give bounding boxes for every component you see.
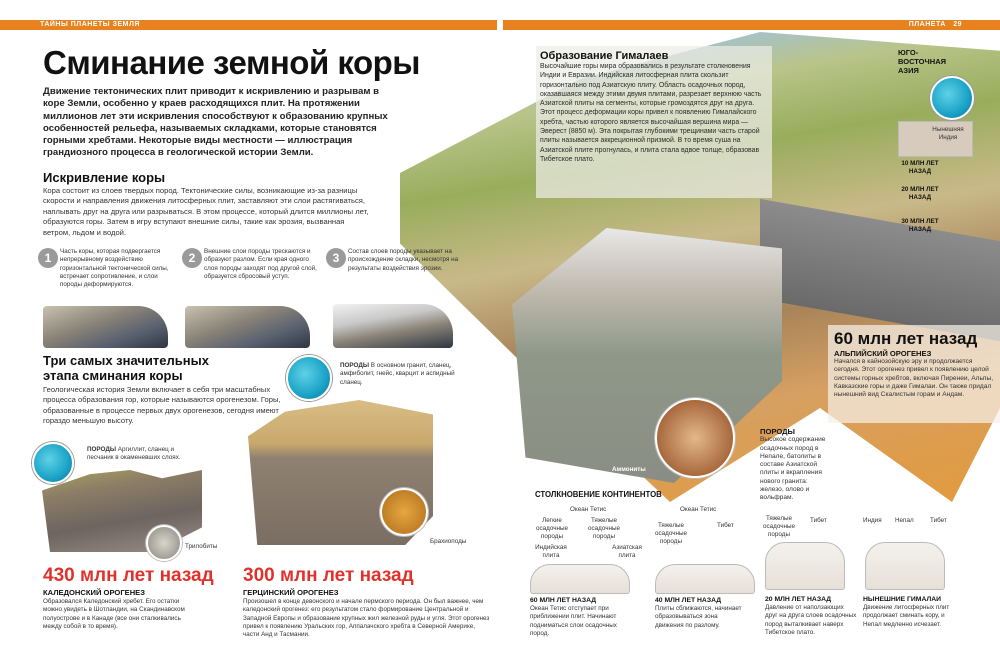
ammonite-label: Аммониты <box>612 466 646 473</box>
rocks-text: В основном гранит, сланец, амфиболит, гнейс, кварцит и аспидный сланец. <box>340 362 455 386</box>
hercynian-text: Произошел в конце девонского и начале пермского периода. Он был важнее, чем каледонский орогенез: его результатом стало формирование Центральной и Западной Европы и образование крупных жил железной руды и угля. Этот орогенез привел к появлению Уральских гор, Аппалачского хребта в Северной Америке, части Анд и Тасмании. <box>243 598 490 639</box>
alpine-era: 60 млн лет назад <box>834 329 978 348</box>
heading-line: Три самых значительных <box>43 353 209 368</box>
collision-stage-3 <box>765 515 865 645</box>
t30-label: 30 МЛН ЛЕТ НАЗАД <box>901 218 939 233</box>
stage-text: Движение литосферных плит продолжает сминать кору, и Непал медленно исчезает. <box>863 604 950 628</box>
page-title: Сминание земной коры <box>43 44 420 81</box>
t20-label: 20 МЛН ЛЕТ НАЗАД <box>901 186 939 201</box>
globe-europe-icon <box>32 442 74 484</box>
step-number: 3 <box>326 248 346 268</box>
header-bar-right <box>503 20 1000 30</box>
heading-line: этапа сминания коры <box>43 368 183 383</box>
hercynian-name: ГЕРЦИНСКИЙ ОРОГЕНЕЗ <box>243 588 339 597</box>
himalaya-panel <box>536 46 772 198</box>
step-text: Состав слоев породы указывает на происхождение складки, несмотря на результаты воздействия эрозии. <box>348 248 459 272</box>
stage-text: Плиты сближаются, начинает образовываться зона движения по разлому. <box>655 605 742 629</box>
stage-title: НЫНЕШНИЕ ГИМАЛАИ <box>863 596 942 603</box>
diagram-label: Индийская плита <box>535 544 567 559</box>
globe-asia-icon <box>930 76 974 120</box>
fold-illustration-2 <box>185 306 310 348</box>
page-number: 29 <box>953 21 962 28</box>
diagram-label: Океан Тетис <box>680 506 717 513</box>
caledonian-rocks <box>87 446 202 463</box>
brachiopod-label: Брахиоподы <box>430 538 467 545</box>
rocks-label: ПОРОДЫ <box>340 362 370 369</box>
collision-diagram <box>655 564 755 594</box>
t10-label: 10 МЛН ЛЕТ НАЗАД <box>901 160 939 175</box>
diagram-label: Тибет <box>810 517 827 524</box>
alpine-text: Начался в кайнозойскую эру и продолжается сегодня. Этот орогенез привел к появлению целой системы горных хребтов, включая Пиренеи, Альпы, Кавказские горы и даже Гималаи. Он также придал нынешний вид Скалистым горам и Андам. <box>834 358 994 399</box>
himalaya-text: Высочайшие горы мира образовались в результате столкновения Индии и Евразии. Индийская литосферная плита скользит горизонтально под Азиатскую плиту. Область осадочных пород, оказавшаяся между этими двумя плитами, разрезает верхнюю часть Азиатской плиты на сегменты, которые громоздятся друг на друга. Этот процесс деформации коры привел к появлению Гималайского хребта, частью которого является высочайшая вершина мира — Эверест (8850 м). Эта покрытая глубокими трещинами часть старой плиты называется аккреционной призмой. В то время суша на Азиатской плите прогнулась, и плита стала вдвое толще, образовав Тибетское плато. <box>540 63 762 163</box>
bending-text: Кора состоит из слоев твердых пород. Тектонические силы, возникающие из-за разницы скорости и направления движения литосферных плит, заставляют эти слои растягиваться, наплывать друг на друга или разрываться. В этом процессе, который длится миллионы лет, образуются горы. Затем в игру вступают внешние силы, такие как эрозия, вызванная ветром, льдом и водой. <box>43 186 369 237</box>
rocks-label: ПОРОДЫ <box>87 446 117 453</box>
section-name: ПЛАНЕТА <box>908 21 946 28</box>
collision-heading: СТОЛКНОВЕНИЕ КОНТИНЕНТОВ <box>535 490 662 499</box>
trilobite-image <box>146 525 182 561</box>
section-title: ТАЙНЫ ПЛАНЕТЫ ЗЕМЛЯ <box>40 21 140 28</box>
collision-diagram <box>530 564 630 594</box>
fold-illustration-1 <box>43 306 168 348</box>
caledonian-text: Образовался Каледонский хребет. Его остатки можно увидеть в Шотландии, на Скандинавском полуострове и в Канаде (все они сталкивались между собой в то время). <box>43 598 185 630</box>
himalaya-heading: Образование Гималаев <box>540 50 669 62</box>
stage-title: 20 МЛН ЛЕТ НАЗАД <box>765 596 832 603</box>
collision-stage-2 <box>655 500 760 645</box>
rocks-label: ПОРОДЫ <box>760 427 795 436</box>
fold-illustration-3 <box>333 304 453 348</box>
rocks-text: Аргиллит, сланец и песчаник в окаменевших слоях. <box>87 446 181 462</box>
hercynian-era: 300 млн лет назад <box>243 565 414 586</box>
step-text: Часть коры, которая подвергается непрерывному воздействию горизонтальной тектонической силы, встречает сопротивление, и слои породы деформируются. <box>60 248 169 289</box>
header-bar-left <box>0 20 497 30</box>
diagram-label: Тибет <box>930 517 947 524</box>
three-text: Геологическая история Земли включает в себя три масштабных процесса образования гор, которые называются орогенезом. Горы, образованные в процессе первых двух орогенезов, сегодня имеют гораздо меньшую высоту. <box>43 385 281 426</box>
diagram-label: Тяжелые осадочные породы <box>588 517 620 540</box>
trilobite-label: Трилобиты <box>185 543 218 550</box>
diagram-label: Индия <box>863 517 882 524</box>
step-number: 2 <box>182 248 202 268</box>
hercynian-rocks <box>340 362 465 387</box>
diagram-label: Азиатская плита <box>612 544 642 559</box>
bending-heading: Искривление коры <box>43 170 166 185</box>
collision-diagram <box>765 542 845 590</box>
map-region-label: ЮГО-ВОСТОЧНАЯ АЗИЯ <box>898 48 947 75</box>
stage-title: 60 МЛН ЛЕТ НАЗАД <box>530 597 597 604</box>
now-india-label: Нынешняя Индия <box>932 126 964 141</box>
globe-asia-icon <box>286 355 332 401</box>
diagram-label: Легкие осадочные породы <box>536 517 568 540</box>
alpine-panel <box>828 325 1000 423</box>
step-text: Внешние слои породы трескаются и образуют разлом. Если края одного слоя породы заходят под другой слой, образуется сбросовый уступ. <box>204 248 317 280</box>
stage-text: Океан Тетис отступает при приближении плит. Начинают подниматься слои осадочных пород. <box>530 605 617 637</box>
diagram-label: Тяжелые осадочные породы <box>655 522 687 545</box>
brachiopod-image <box>380 488 428 536</box>
caledonian-name: КАЛЕДОНСКИЙ ОРОГЕНЕЗ <box>43 588 146 597</box>
collision-stage-1 <box>530 500 645 645</box>
rocks-right <box>760 428 826 503</box>
caledonian-era: 430 млн лет назад <box>43 565 214 586</box>
stage-title: 40 МЛН ЛЕТ НАЗАД <box>655 597 722 604</box>
ammonite-image <box>655 398 735 478</box>
rocks-text: Высокое содержание осадочных пород в Непале, батолиты в составе Азиатской плиты и вкрапления нового гранита: железо, олово и вольфрам. <box>760 436 826 502</box>
alpine-name: АЛЬПИЙСКИЙ ОРОГЕНЕЗ <box>834 349 932 358</box>
collision-diagram <box>865 542 945 590</box>
diagram-label: Тибет <box>717 522 734 529</box>
diagram-label: Океан Тетис <box>570 506 607 513</box>
step-number: 1 <box>38 248 58 268</box>
intro-text: Движение тектонических плит приводит к искривлению и разрывам в коре Земли, особенно у краев расходящихся плит. На протяжении миллионов лет эти искривления способствуют к образованию крупных особенностей рельефа, называемых складками, которые становятся горными хребтами. Некоторые виды местности — иллюстрация грандиозного процесса в геологической истории Земли. <box>43 86 388 159</box>
collision-stage-4 <box>863 515 995 645</box>
diagram-label: Непал <box>895 517 914 524</box>
stage-text: Давление от наползающих друг на друга слоев осадочных пород выталкивает наверх Тибетское плато. <box>765 604 857 636</box>
three-heading <box>43 353 209 383</box>
diagram-label: Тяжелые осадочные породы <box>763 515 795 538</box>
